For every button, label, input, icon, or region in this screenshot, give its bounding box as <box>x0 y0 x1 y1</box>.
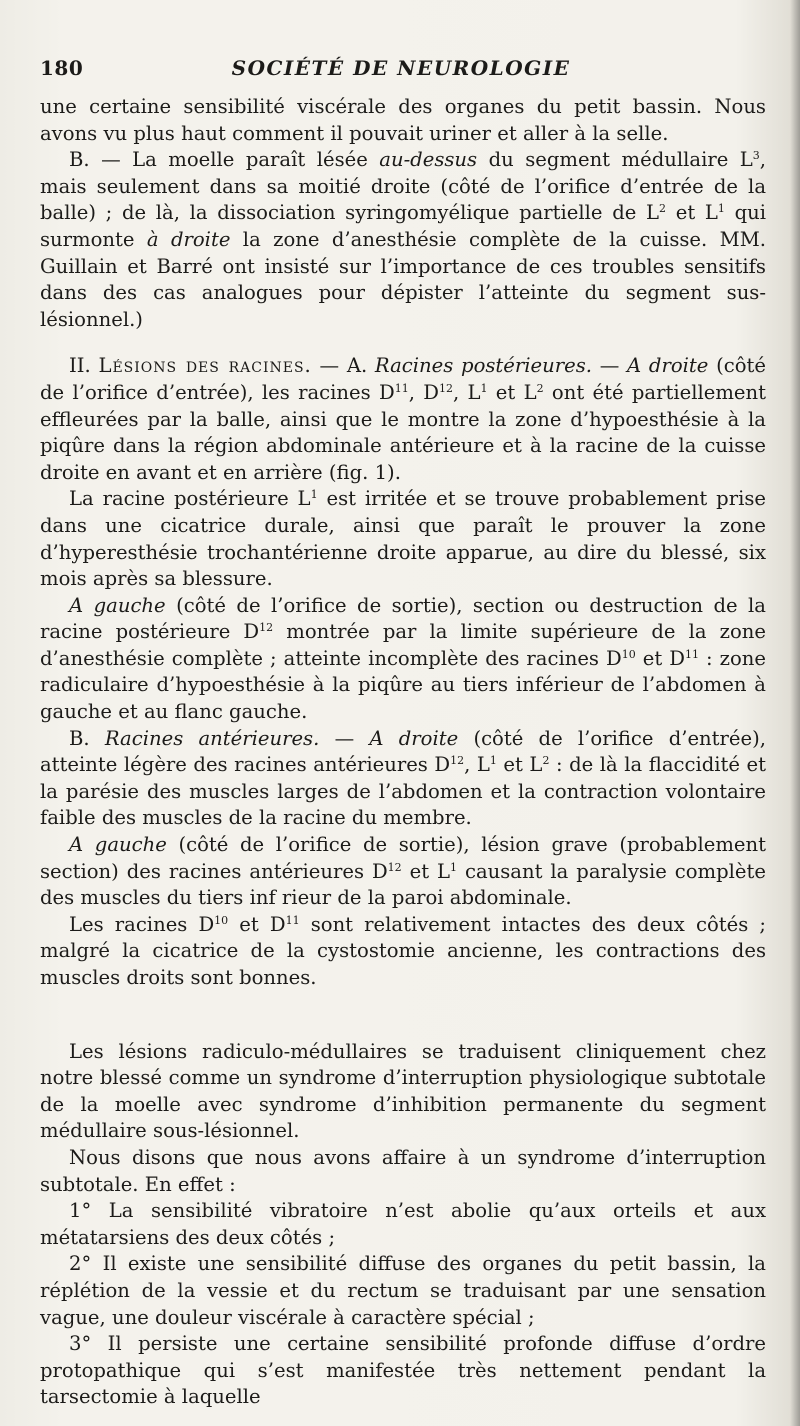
text-run: (côté de l’orifice de sortie), section ou destruction de la racine postérieure D <box>40 593 766 644</box>
text-run: B. — La moelle paraît lésée <box>69 148 380 172</box>
superscript: 2 <box>659 202 667 216</box>
text-italic: à droite <box>146 227 231 251</box>
paragraph-root-lesions <box>40 353 766 486</box>
text-run: causant la paralysie complète des muscles du tiers inf rieur de la paroi abdominale. <box>40 859 766 910</box>
list-item-1: 1° La sensibilité vibratoire n’est abolie qu’aux orteils et aux métatarsiens des deux côtés ; <box>40 1199 766 1249</box>
superscript: 2 <box>536 381 544 395</box>
text-run: et D <box>228 912 286 936</box>
page-header <box>40 52 762 86</box>
text-run: — <box>319 726 370 750</box>
paragraph-left-anterior <box>40 832 766 912</box>
text-italic: Racines antérieures. <box>104 726 320 750</box>
superscript: 11 <box>394 381 409 395</box>
superscript: 11 <box>684 647 699 661</box>
text-italic: au-dessus <box>379 148 478 172</box>
paragraph-syndrome: Les lésions radiculo-médullaires se traduisent cliniquement chez notre blessé comme un syndrome d’interruption physiologique subtotale de la moelle avec syndrome d’inhibition permanente du segment médullaire sous-lésionnel. <box>40 1039 766 1143</box>
superscript: 12 <box>450 754 465 768</box>
text-italic: A droite <box>627 354 709 378</box>
superscript: 10 <box>621 647 636 661</box>
text-run: : de là la flaccidité et la parésie des muscles larges de l’abdomen et la contraction volontaire faible des muscles de la racine du membre. <box>40 753 767 830</box>
text-run: B. <box>69 726 105 750</box>
text-run: et D <box>635 646 685 670</box>
paragraph-posterior-root <box>40 486 766 592</box>
text-run: et L <box>487 380 537 404</box>
text-run: , L <box>452 380 481 404</box>
text-run: et L <box>401 859 451 883</box>
text-run: La racine postérieure L <box>69 487 311 511</box>
text-run: — A. <box>311 354 375 378</box>
text-run: qui surmonte <box>40 201 766 251</box>
text-run: , mais seulement dans sa moitié droite (côté de l’orifice d’entrée de la balle) ; de là, la dissociation syringomyélique partielle de L <box>40 148 766 225</box>
superscript: 10 <box>214 913 229 927</box>
text-run: la zone d’anesthésie complète de la cuisse. MM. Guillain et Barré ont insisté sur l’importance de ces troubles sensitifs dans des cas analogues pour dépister l’atteinte du segment sus-lésionnel.) <box>40 227 767 331</box>
superscript: 1 <box>717 202 725 216</box>
superscript: 1 <box>489 754 497 768</box>
text-run: (côté de l’orifice d’entrée), atteinte légère des racines antérieures D <box>40 726 766 777</box>
text-run: (côté de l’orifice d’entrée), les racines D <box>40 354 766 404</box>
text-run: ont été partiellement effleurées par la balle, ainsi que le montre la zone d’hypoesthésie à la piqûre dans la région abdominale antérieure et à la racine de la cuisse droite en avant et en arrière (fig. 1). <box>40 380 766 484</box>
text-run: est irritée et se trouve probablement prise dans une cicatrice durale, ainsi que paraît le prouver la zone d’hyperesthésie trochantérienne droite apparue, au dire du blessé, six mois après sa blessure. <box>40 487 766 591</box>
text-run: , L <box>464 753 490 777</box>
superscript: 1 <box>310 488 318 502</box>
superscript: 1 <box>450 860 458 874</box>
text-italic: A droite <box>369 726 459 750</box>
text-italic: A gauche <box>69 833 167 857</box>
superscript: 3 <box>752 149 760 163</box>
text-italic: A gauche <box>69 593 166 617</box>
superscript: 1 <box>480 381 488 395</box>
text-run: montrée par la limite supérieure de la zone d’anesthésie complète ; atteinte incomplète des racines D <box>40 620 766 670</box>
body-text <box>40 94 766 1411</box>
superscript: 2 <box>542 754 550 768</box>
text-run: (côté de l’orifice de sortie), lésion grave (probablement section) des racines antérieures D <box>40 833 766 883</box>
text-run: et L <box>666 201 718 225</box>
page-number: 180 <box>40 56 84 80</box>
list-item-2: 2° Il existe une sensibilité diffuse des organes du petit bassin, la réplétion de la vessie et du rectum se traduisant par une sensation vague, une douleur viscérale à caractère spécial ; <box>40 1252 766 1329</box>
text-run: Les racines D <box>69 912 215 936</box>
paragraph-medulla-b <box>40 147 766 333</box>
paragraph-intact-roots <box>40 912 766 992</box>
superscript: 11 <box>285 913 300 927</box>
text-run: du segment médullaire L <box>477 148 753 172</box>
paragraph-subtotal: Nous disons que nous avons affaire à un syndrome d’interruption subtotale. En effet : <box>40 1145 766 1196</box>
text-run: : zone radiculaire d’hypoesthésie à la piqûre au tiers inférieur de l’abdomen à gauche et au flanc gauche. <box>40 646 766 724</box>
superscript: 12 <box>387 860 402 874</box>
paragraph-anterior-roots <box>40 726 766 832</box>
superscript: 12 <box>259 621 274 635</box>
section-heading: Lésions des racines. <box>98 354 312 378</box>
text-italic: Racines postérieures. <box>374 354 592 378</box>
paragraph-continuation: une certaine sensibilité viscérale des organes du petit bassin. Nous avons vu plus haut comment il pouvait uriner et aller à la selle. <box>40 95 766 145</box>
running-title: SOCIÉTÉ DE NEUROLOGIE <box>231 56 571 80</box>
superscript: 12 <box>438 381 453 395</box>
paragraph-left-posterior <box>40 593 766 726</box>
text-run: , D <box>408 380 439 404</box>
list-item-3: 3° Il persiste une certaine sensibilité profonde diffuse d’ordre protopathique qui s’est manifestée très nettement pendant la tarsectomie à laquelle <box>40 1332 766 1409</box>
text-run: et L <box>496 753 543 777</box>
text-run: sont relativement intactes des deux côtés ; malgré la cicatrice de la cystostomie ancienne, les contractions des muscles droits sont bonnes. <box>40 912 766 989</box>
text-run: — <box>592 354 628 378</box>
page-spine-shadow <box>790 0 800 1426</box>
text-run: II. <box>69 354 99 378</box>
